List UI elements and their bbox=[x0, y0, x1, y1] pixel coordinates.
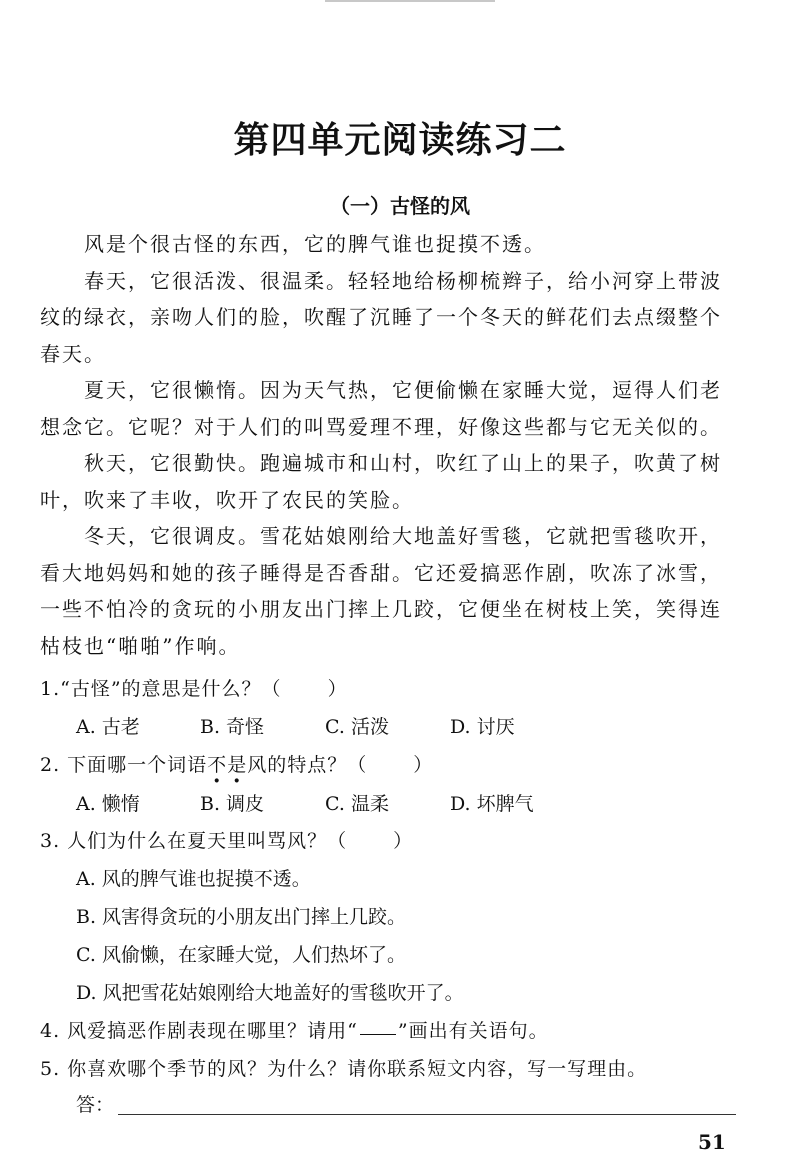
question-2-text-pre: 2. 下面哪一个词语 bbox=[40, 754, 208, 776]
question-4-text-pre: 4. 风爱搞恶作剧表现在哪里？请用“ bbox=[40, 1020, 358, 1042]
answer-line[interactable] bbox=[118, 1114, 736, 1115]
question-1-text: 1.“古怪”的意思是什么？（ bbox=[40, 678, 282, 700]
paragraph-summer: 夏天，它很懒惰。因为天气热，它便偷懒在家睡大觉，逗得人们老想念它。它呢？对于人们的叫骂爱理不理，好像这些都与它无关似的。 bbox=[40, 378, 722, 439]
section-subtitle: （一）古怪的风 bbox=[330, 194, 470, 218]
question-3-option-a[interactable]: A. 风的脾气谁也捉摸不透。 bbox=[76, 868, 311, 890]
emphasis-dot-word-2: 是 bbox=[227, 754, 248, 776]
page-number: 51 bbox=[698, 1130, 726, 1154]
reading-passage bbox=[40, 226, 740, 664]
question-2-option-c[interactable]: C. 温柔 bbox=[325, 793, 389, 815]
question-1-option-d[interactable]: D. 讨厌 bbox=[450, 716, 515, 738]
underline-sample bbox=[360, 1018, 396, 1035]
question-3-text: 3. 人们为什么在夏天里叫骂风？（ bbox=[40, 830, 348, 852]
question-3-option-d[interactable]: D. 风把雪花姑娘刚给大地盖好的雪毯吹开了。 bbox=[76, 982, 464, 1004]
paragraph-spring: 春天，它很活泼、很温柔。轻轻地给杨柳梳辫子，给小河穿上带波纹的绿衣，亲吻人们的脸，吹醒了沉睡了一个冬天的鲜花们去点缀整个春天。 bbox=[40, 268, 722, 366]
question-1-option-c[interactable]: C. 活泼 bbox=[325, 716, 389, 738]
emphasis-dot-word-1: 不 bbox=[207, 754, 228, 776]
question-2-option-d[interactable]: D. 坏脾气 bbox=[450, 793, 534, 815]
question-5: 5. 你喜欢哪个季节的风？为什么？请你联系短文内容，写一写理由。 bbox=[40, 1058, 648, 1080]
question-4-text-post: ”画出有关语句。 bbox=[397, 1020, 549, 1042]
question-3: 3. 人们为什么在夏天里叫骂风？（ ） bbox=[40, 830, 414, 852]
paragraph-autumn: 秋天，它很勤快。跑遍城市和山村，吹红了山上的果子，吹黄了树叶，吹来了丰收，吹开了农民的笑脸。 bbox=[40, 451, 722, 512]
paragraph-winter: 冬天，它很调皮。雪花姑娘刚给大地盖好雪毯，它就把雪毯吹开，看大地妈妈和她的孩子睡得是否香甜。它还爱搞恶作剧，吹冻了冰雪，一些不怕冷的贪玩的小朋友出门摔上几跤，它便坐在树枝上笑，笑得连枯枝也“啪啪”作响。 bbox=[40, 524, 722, 658]
question-1: 1.“古怪”的意思是什么？（ ） bbox=[40, 678, 348, 700]
answer-label: 答： bbox=[76, 1094, 115, 1116]
question-4 bbox=[40, 1016, 760, 1046]
scan-top-mark bbox=[325, 0, 495, 2]
question-2-option-a[interactable]: A. 懒惰 bbox=[76, 793, 140, 815]
paragraph-intro: 风是个很古怪的东西，它的脾气谁也捉摸不透。 bbox=[84, 232, 546, 256]
question-2: 2. 下面哪一个词语不是风的特点？（ ） bbox=[40, 750, 760, 780]
question-1-option-b[interactable]: B. 奇怪 bbox=[200, 716, 265, 738]
question-3-option-b[interactable]: B. 风害得贪玩的小朋友出门摔上几跤。 bbox=[76, 906, 407, 928]
question-1-option-a[interactable]: A. 古老 bbox=[76, 716, 140, 738]
question-2-text-post: 风的特点？（ bbox=[247, 754, 368, 776]
page-title: 第四单元阅读练习二 bbox=[233, 119, 567, 161]
question-2-option-b[interactable]: B. 调皮 bbox=[200, 793, 265, 815]
question-3-option-c[interactable]: C. 风偷懒，在家睡大觉，人们热坏了。 bbox=[76, 944, 406, 966]
